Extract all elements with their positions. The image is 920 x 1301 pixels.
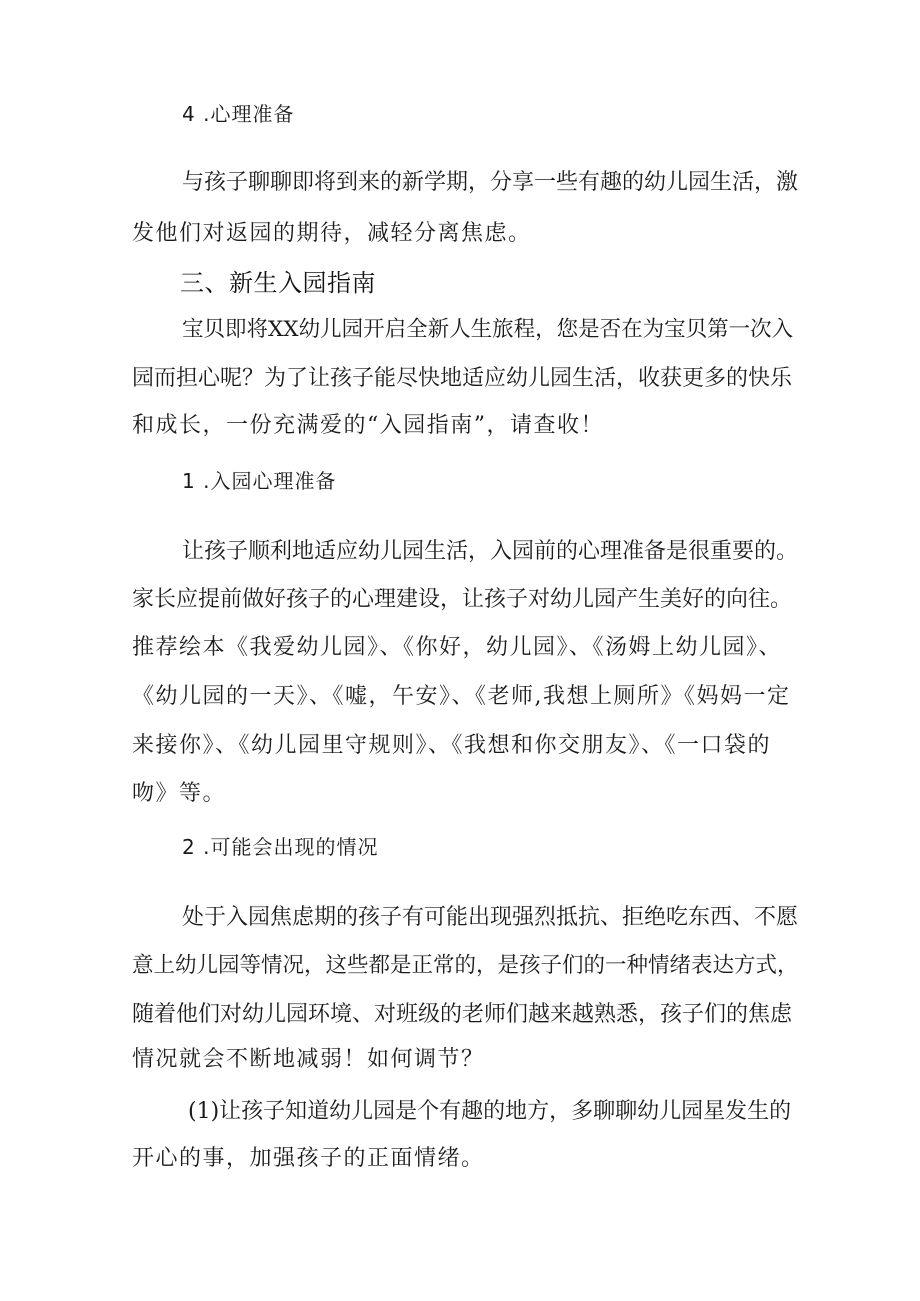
list-item-line: (1)让孩子知道幼儿园是个有趣的地方，多聊聊幼儿园星发生的 [188, 1099, 792, 1124]
paragraph-line: 发他们对返园的期待，减轻分离焦虑。 [132, 221, 532, 246]
paragraph-line: 家长应提前做好孩子的心理建设，让孩子对幼儿园产生美好的向往。 [132, 587, 793, 612]
paragraph-line: 和成长，一份充满爱的“入园指南”，请查收！ [132, 413, 604, 438]
paragraph-line: 宝贝即将XX幼儿园开启全新人生旅程，您是否在为宝贝第一次入 [182, 317, 794, 342]
paragraph-line: 让孩子顺利地适应幼儿园生活，入园前的心理准备是很重要的。 [182, 539, 799, 564]
paragraph-line: 《幼儿园的一天》、《嘘，午安》、《老师,我想上厕所》《妈妈一定 [132, 684, 791, 709]
paragraph-line: 来接你》、《幼儿园里守规则》、《我想和你交朋友》、《一口袋的 [132, 733, 772, 758]
heading-psychological-prep: 4 .心理准备 [182, 102, 295, 126]
paragraph-line: 意上幼儿园等情况，这些都是正常的，是孩子们的一种情绪表达方式， [132, 953, 799, 978]
paragraph-line: 与孩子聊聊即将到来的新学期，分享一些有趣的幼儿园生活，激 [182, 170, 799, 195]
paragraph-line: 园而担心呢？为了让孩子能尽快地适应幼儿园生活，收获更多的快乐 [132, 366, 793, 391]
list-item-line: 开心的事，加强孩子的正面情绪。 [132, 1146, 485, 1171]
paragraph-line: 情况就会不断地减弱！如何调节？ [132, 1047, 485, 1072]
paragraph-line: 随着他们对幼儿园环境、对班级的老师们越来越熟悉，孩子们的焦虑 [132, 1002, 793, 1027]
heading-entry-psych-prep: 1 .入园心理准备 [182, 469, 337, 493]
paragraph-line: 吻》等。 [132, 781, 227, 806]
section-title: 三、新生入园指南 [180, 269, 376, 297]
paragraph-line: 推荐绘本《我爱幼儿园》、《你好，幼儿园》、《汤姆上幼儿园》、 [132, 635, 783, 660]
heading-possible-situations: 2 .可能会出现的情况 [182, 835, 379, 859]
paragraph-line: 处于入园焦虑期的孩子有可能出现强烈抵抗、拒绝吃东西、不愿 [182, 905, 799, 930]
